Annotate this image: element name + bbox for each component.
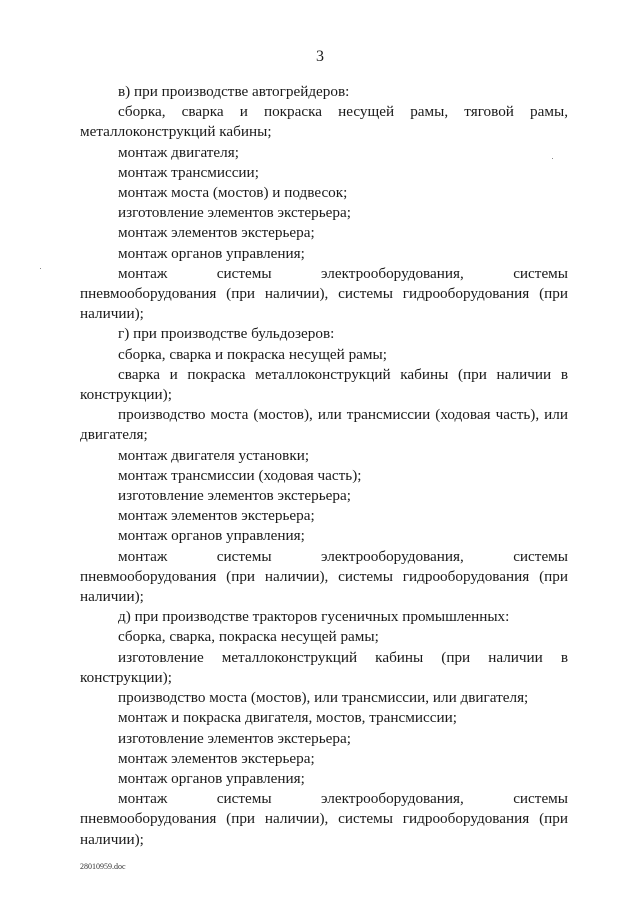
paragraph-item: монтаж элементов экстерьера; <box>118 507 315 525</box>
paragraph-item: монтаж системы электрооборудования, системы пневмооборудования (при наличии), системы гидрооборудования (при наличии); <box>80 790 568 848</box>
paragraph-item: монтаж органов управления; <box>118 769 305 787</box>
paragraph-item: монтаж системы электрооборудования, системы пневмооборудования (при наличии), системы гидрооборудования (при наличии); <box>80 264 568 323</box>
paragraph-item: производство моста (мостов), или трансмиссии, или двигателя; <box>118 689 529 707</box>
paragraph-item: монтаж моста (мостов) и подвесок; <box>118 184 348 202</box>
paragraph-item: монтаж органов управления; <box>118 527 305 545</box>
paragraph-item: монтаж и покраска двигателя, мостов, трансмиссии; <box>118 709 457 727</box>
paragraph-section-g-heading: г) при производстве бульдозеров: <box>118 325 335 343</box>
paragraph-item: сборка, сварка, покраска несущей рамы; <box>118 628 379 646</box>
paragraph-section-v-heading: в) при производстве автогрейдеров: <box>118 83 350 100</box>
paragraph-item: сборка, сварка и покраска несущей рамы; <box>118 345 387 363</box>
paragraph-item: изготовление металлоконструкций кабины (при наличии в конструкции); <box>80 648 568 686</box>
scan-speck <box>552 158 553 159</box>
paragraph-item: сборка, сварка и покраска несущей рамы, тяговой рамы, металлоконструкций кабины; <box>80 103 568 141</box>
paragraph-item: сварка и покраска металлоконструкций кабины (при наличии в конструкции); <box>80 365 568 404</box>
paragraph-item: монтаж трансмиссии (ходовая часть); <box>118 466 362 484</box>
paragraph-item: изготовление элементов экстерьера; <box>118 729 351 747</box>
paragraph-item: монтаж двигателя; <box>118 143 239 161</box>
page-number: 3 <box>316 48 324 65</box>
paragraph-item: монтаж трансмиссии; <box>118 163 259 181</box>
paragraph-item: монтаж системы электрооборудования, системы пневмооборудования (при наличии), системы гидрооборудования (при наличии); <box>80 547 568 606</box>
scan-speck <box>40 268 41 269</box>
paragraph-item: монтаж органов управления; <box>118 244 305 262</box>
paragraph-item: изготовление элементов экстерьера; <box>118 487 351 505</box>
paragraph-item: монтаж элементов экстерьера; <box>118 749 315 767</box>
paragraph-item: производство моста (мостов), или трансмиссии (ходовая часть), или двигателя; <box>80 406 568 444</box>
document-body <box>80 82 568 850</box>
paragraph-item: изготовление элементов экстерьера; <box>118 204 351 222</box>
paragraph-item: монтаж двигателя установки; <box>118 446 310 464</box>
paragraph-section-d-heading: д) при производстве тракторов гусеничных промышленных: <box>118 608 510 626</box>
paragraph-item: монтаж элементов экстерьера; <box>118 224 315 242</box>
footer-filename: 28010959.doc <box>80 862 126 871</box>
